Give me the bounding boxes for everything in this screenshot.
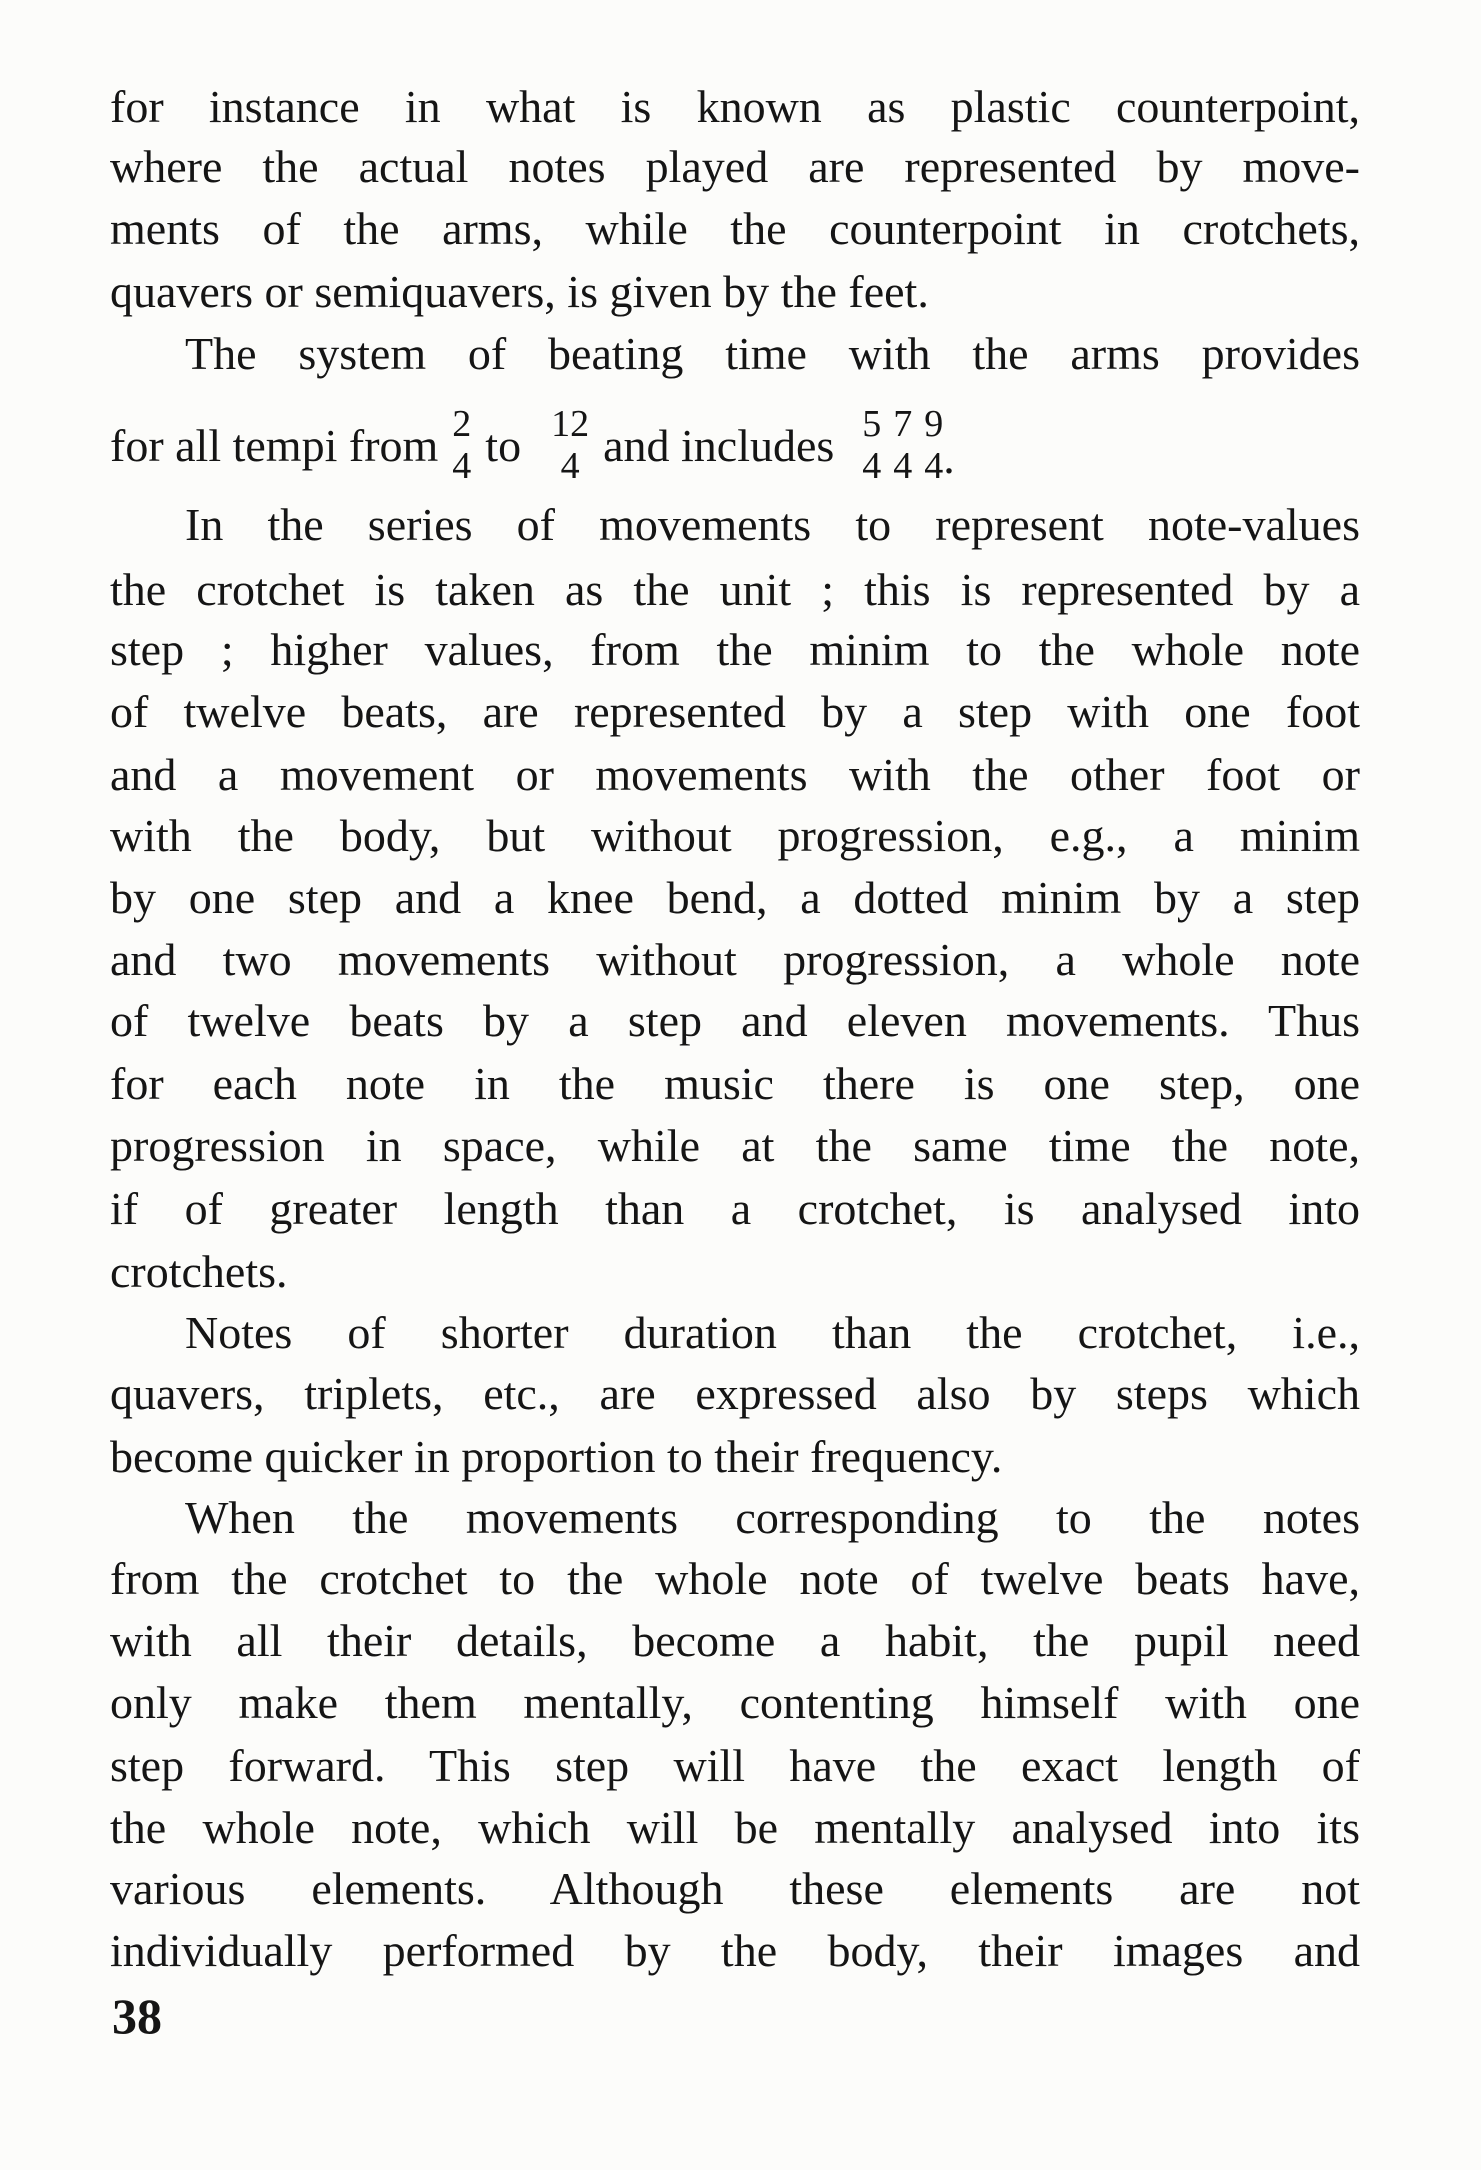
text-line: only make them mentally, contenting himself with one: [110, 1677, 1360, 1728]
fraction: [924, 403, 943, 487]
text-line: Notes of shorter duration than the crotchet, i.e.,: [185, 1307, 1360, 1358]
numerator: 2: [452, 403, 472, 445]
text-line: progression in space, while at the same time the note,: [110, 1120, 1360, 1171]
text-line: by one step and a knee bend, a dotted minim by a step: [110, 872, 1360, 923]
text-line: step ; higher values, from the minim to the whole note: [110, 624, 1360, 675]
text-line: crotchets.: [110, 1246, 288, 1297]
numerator: 12: [551, 403, 590, 445]
text-line: the crotchet is taken as the unit ; this is represented by a: [110, 564, 1360, 615]
numerator: 5: [862, 403, 882, 445]
text-line: the whole note, which will be mentally analysed into its: [110, 1802, 1360, 1853]
text-line: for each note in the music there is one step, one: [110, 1058, 1360, 1109]
text-line: from the crotchet to the whole note of twelve beats have,: [110, 1553, 1360, 1604]
to-word: to: [485, 419, 522, 471]
denominator: 4: [924, 445, 944, 487]
denominator: 4: [862, 445, 882, 487]
text-line: become quicker in proportion to their frequency.: [110, 1431, 1003, 1482]
text-line: with the body, but without progression, e.g., a minim: [110, 810, 1360, 861]
text-line: quavers, triplets, etc., are expressed also by steps which: [110, 1368, 1360, 1419]
text-line: where the actual notes played are represented by move-: [110, 141, 1360, 192]
text-line: of twelve beats by a step and eleven movements. Thus: [110, 995, 1360, 1046]
text-line: and two movements without progression, a whole note: [110, 934, 1360, 985]
fraction-group-includes: [862, 403, 943, 487]
denominator: 4: [560, 445, 580, 487]
text-line: with all their details, become a habit, the pupil need: [110, 1615, 1360, 1666]
tempi-prefix: for all tempi from: [110, 419, 439, 471]
fraction: [862, 403, 881, 487]
numerator: 9: [924, 403, 944, 445]
text-line: In the series of movements to represent note-values: [185, 499, 1360, 550]
text-line: When the movements corresponding to the notes: [185, 1492, 1360, 1543]
fraction-to: [551, 403, 589, 487]
text-line: The system of beating time with the arms provides: [185, 328, 1360, 379]
text-line: ments of the arms, while the counterpoint in crotchets,: [110, 203, 1360, 254]
denominator: 4: [452, 445, 472, 487]
text-line: if of greater length than a crotchet, is analysed into: [110, 1183, 1360, 1234]
text-line: of twelve beats, are represented by a step with one foot: [110, 686, 1360, 737]
text-line: various elements. Although these elements are not: [110, 1863, 1360, 1914]
text-line: individually performed by the body, their images and: [110, 1925, 1360, 1976]
fraction: [893, 403, 912, 487]
numerator: 7: [893, 403, 913, 445]
includes-word: and includes: [603, 419, 835, 471]
page-number: 38: [112, 1988, 162, 2044]
text-line: for instance in what is known as plastic counterpoint,: [110, 81, 1360, 132]
text-line: and a movement or movements with the other foot or: [110, 749, 1360, 800]
period: .: [943, 431, 955, 483]
denominator: 4: [893, 445, 913, 487]
fraction-from: [452, 403, 471, 487]
text-line: quavers or semiquavers, is given by the feet.: [110, 266, 929, 317]
text-line: step forward. This step will have the exact length of: [110, 1740, 1360, 1791]
tempi-line: [110, 390, 1360, 500]
